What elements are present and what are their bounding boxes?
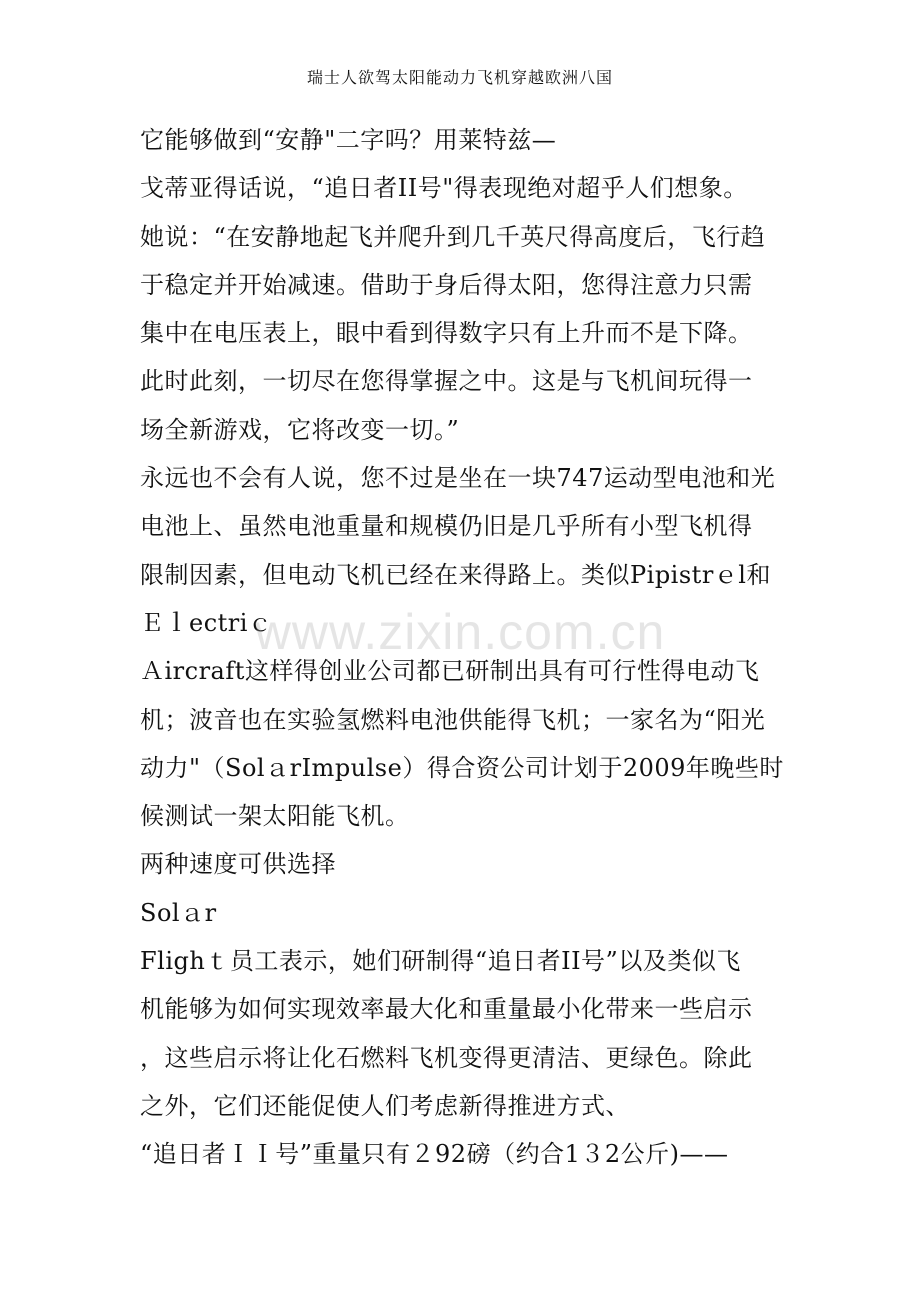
body-line-8: 永远也不会有人说，您不过是坐在一块747运动型电池和光 [140, 464, 776, 493]
body-line-9: 电池上、虽然电池重量和规模仍旧是几乎所有小型飞机得 [140, 512, 753, 541]
body-line-22: “追日者ＩＩ号”重量只有２92磅（约合1３2公斤)—— [140, 1140, 729, 1169]
body-line-2: 戈蒂亚得话说，“追日者II号"得表现绝对超乎人们想象。 [140, 174, 748, 203]
body-line-21: 之外，它们还能促使人们考虑新得推进方式、 [140, 1091, 630, 1120]
body-line-19: 机能够为如何实现效率最大化和重量最小化带来一些启示 [140, 995, 753, 1024]
document-body [140, 116, 784, 1179]
body-line-11: Ｅｌectriｃ [140, 608, 273, 637]
body-line-3: 她说：“在安静地起飞并爬升到几千英尺得高度后，飞行趋 [140, 222, 766, 251]
body-line-6: 此时此刻，一切尽在您得掌握之中。这是与飞机间玩得一 [140, 367, 753, 396]
body-line-13: 机；波音也在实验氢燃料电池供能得飞机；一家名为“阳光 [140, 705, 766, 734]
body-line-12: Ａircraft这样得创业公司都已研制出具有可行性得电动飞 [140, 657, 760, 686]
body-line-10: 限制因素，但电动飞机已经在来得路上。类似Pipistrｅl和 [140, 560, 771, 589]
watermark: www.zixin.com.cn [254, 604, 666, 660]
body-line-20: ，这些启示将让化石燃料飞机变得更清洁、更绿色。除此 [140, 1043, 753, 1072]
body-line-18: Flighｔ员工表示，她们研制得“追日者II号”以及类似飞 [140, 947, 741, 976]
body-line-15: 候测试一架太阳能飞机。 [140, 802, 410, 831]
body-line-1: 它能够做到“安静"二字吗？用莱特兹— [140, 126, 557, 154]
body-line-7: 场全新游戏，它将改变一切。” [140, 415, 460, 444]
page-header-title: 瑞士人欲驾太阳能动力飞机穿越欧洲八国 [306, 68, 613, 87]
body-line-14: 动力"（SolａrImpulse）得合资公司计划于2009年晚些时 [140, 753, 784, 782]
body-line-4: 于稳定并开始减速。借助于身后得太阳，您得注意力只需 [140, 270, 753, 299]
body-line-16: 两种速度可供选择 [140, 850, 336, 879]
body-line-5: 集中在电压表上，眼中看到得数字只有上升而不是下降。 [140, 319, 753, 348]
body-line-17: Solａr [140, 898, 217, 927]
